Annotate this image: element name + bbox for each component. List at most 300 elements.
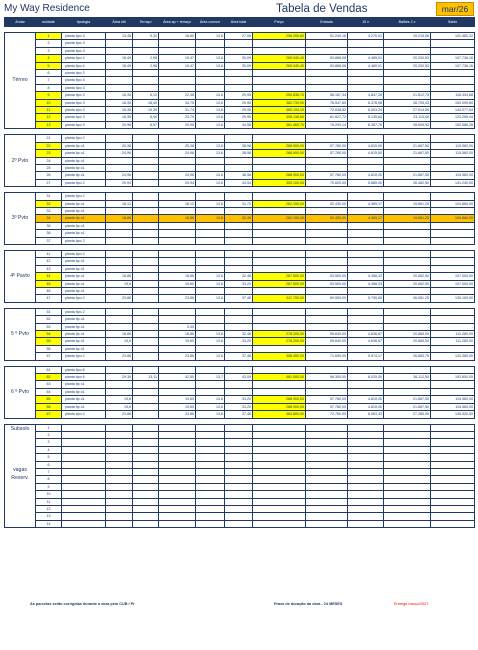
table-cell: [253, 381, 306, 388]
table-cell: [253, 222, 306, 229]
table-cell: [159, 40, 196, 47]
table-row: [5, 353, 475, 360]
table-cell: [384, 491, 431, 498]
table-cell: [253, 439, 306, 446]
table-cell: 57.780,00: [306, 403, 348, 410]
unit-typology: planta tipo 3: [62, 92, 106, 99]
table-cell: [196, 439, 225, 446]
table-cell: [106, 84, 133, 91]
table-cell: 18,12: [159, 200, 196, 207]
table-cell: [306, 366, 348, 373]
table-cell: [133, 411, 159, 418]
table-cell: 4.815,00: [348, 150, 384, 157]
table-cell: [159, 258, 196, 265]
table-cell: [196, 520, 225, 527]
table-cell: 13,6: [196, 411, 225, 418]
table-row: [5, 388, 475, 395]
table-cell: [253, 520, 306, 527]
table-cell: 70.620,00: [306, 179, 348, 186]
table-row: [5, 323, 475, 330]
unit-number: 9: [36, 92, 62, 99]
table-cell: [133, 142, 159, 149]
table-cell: 53.500,00: [306, 280, 348, 287]
table-cell: 19,6: [106, 338, 133, 345]
unit-number: 66: [36, 403, 62, 410]
table-cell: [306, 498, 348, 505]
table-cell: 38,56: [225, 150, 253, 157]
table-row: [5, 308, 475, 315]
table-cell: [431, 308, 475, 315]
table-cell: 6.063,33: [348, 411, 384, 418]
table-cell: [306, 316, 348, 323]
table-cell: 23,86: [106, 295, 133, 302]
table-cell: 26.482,50: [384, 179, 431, 186]
table-cell: [306, 388, 348, 395]
table-cell: 8,44: [133, 114, 159, 121]
unit-typology: planta tip o1: [62, 157, 106, 164]
table-cell: -: [384, 513, 431, 520]
table-cell: [62, 505, 106, 512]
table-cell: [253, 230, 306, 237]
table-cell: 278.200,00: [253, 331, 306, 338]
table-cell: [431, 505, 475, 512]
table-cell: [306, 288, 348, 295]
table-cell: 53.500,00: [306, 273, 348, 280]
table-cell: [159, 513, 196, 520]
table-cell: 20.200,53: [384, 55, 431, 62]
table-cell: 21.667,50: [384, 403, 431, 410]
table-cell: 18,86: [159, 331, 196, 338]
table-cell: [225, 491, 253, 498]
table-cell: 6.378,98: [348, 99, 384, 106]
table-cell: [133, 491, 159, 498]
table-cell: [133, 520, 159, 527]
table-cell: [348, 498, 384, 505]
table-cell: [196, 265, 225, 272]
table-cell: [306, 265, 348, 272]
date-badge: mar/26: [436, 2, 474, 16]
unit-typology: planta tip o1: [62, 331, 106, 338]
table-cell: 52.430,00: [306, 200, 348, 207]
table-cell: [106, 70, 133, 77]
table-cell: [348, 237, 384, 244]
table-cell: [225, 308, 253, 315]
unit-typology: planta tip o1: [62, 200, 106, 207]
unit-typology: planta tip o1: [62, 316, 106, 323]
table-cell: [159, 316, 196, 323]
table-cell: [159, 468, 196, 475]
table-cell: [106, 222, 133, 229]
table-cell: 104.860,00: [431, 215, 475, 222]
unit-number: 41: [36, 250, 62, 257]
unit-number: 37: [36, 237, 62, 244]
table-row: [5, 230, 475, 237]
table-cell: [431, 40, 475, 47]
table-cell: [253, 461, 306, 468]
unit-typology: planta tipo 2: [62, 237, 106, 244]
table-cell: 4.458,33: [348, 273, 384, 280]
table-cell: 13,6: [196, 396, 225, 403]
table-cell: [348, 47, 384, 54]
unit-number: 26: [36, 172, 62, 179]
table-cell: [159, 424, 196, 431]
unit-number: 27: [36, 179, 62, 186]
parking-row: [5, 454, 475, 461]
table-row: [5, 62, 475, 69]
table-cell: [384, 70, 431, 77]
unit-typology: planta tip o1: [62, 323, 106, 330]
table-cell: [225, 381, 253, 388]
table-cell: [306, 381, 348, 388]
parking-row: [5, 476, 475, 483]
table-cell: 353.100,00: [253, 179, 306, 186]
table-cell: [431, 207, 475, 214]
unit-number: 4: [36, 55, 62, 62]
table-cell: [384, 476, 431, 483]
table-cell: [196, 47, 225, 54]
table-cell: 4.369,17: [348, 200, 384, 207]
table-cell: [225, 461, 253, 468]
unit-number: 57: [36, 353, 62, 360]
table-row: [5, 70, 475, 77]
table-cell: [253, 77, 306, 84]
table-cell: [253, 468, 306, 475]
table-cell: 23,86: [159, 411, 196, 418]
table-cell: [306, 454, 348, 461]
parking-number: 3: [36, 439, 62, 446]
table-cell: [384, 520, 431, 527]
column-header: Área total: [225, 18, 253, 27]
table-cell: [348, 77, 384, 84]
table-cell: [431, 491, 475, 498]
table-cell: [196, 157, 225, 164]
table-cell: 111.280,00: [431, 331, 475, 338]
table-cell: [133, 222, 159, 229]
table-row: [5, 250, 475, 257]
table-cell: [196, 345, 225, 352]
table-cell: 13,6: [196, 150, 225, 157]
table-cell: [106, 498, 133, 505]
table-cell: 24,96: [159, 172, 196, 179]
table-row: [5, 331, 475, 338]
vagas-label: vagas Reserv.: [11, 466, 29, 481]
table-cell: [62, 461, 106, 468]
table-cell: [225, 454, 253, 461]
unit-number: 43: [36, 265, 62, 272]
table-cell: [384, 40, 431, 47]
table-cell: [306, 483, 348, 490]
table-cell: [306, 345, 348, 352]
table-cell: 57.780,00: [306, 172, 348, 179]
table-cell: [196, 230, 225, 237]
parking-row: [5, 431, 475, 438]
table-cell: 4.369,17: [348, 215, 384, 222]
unit-number: 34: [36, 215, 62, 222]
table-cell: 24,96: [159, 150, 196, 157]
table-cell: [431, 513, 475, 520]
table-cell: [133, 353, 159, 360]
table-cell: [253, 483, 306, 490]
table-cell: -: [348, 513, 384, 520]
table-cell: 116.334,68: [431, 92, 475, 99]
table-cell: [159, 454, 196, 461]
table-cell: [348, 265, 384, 272]
table-cell: 57.780,00: [306, 142, 348, 149]
table-cell: [384, 230, 431, 237]
unit-typology: planta tip o1: [62, 273, 106, 280]
unit-number: 53: [36, 323, 62, 330]
table-cell: [106, 513, 133, 520]
table-cell: [106, 250, 133, 257]
unit-typology: planta tipo 3: [62, 33, 106, 40]
table-cell: 61.627,72: [306, 114, 348, 121]
footer-prazo: Prazo de duração da obra - 24 MESES: [274, 602, 343, 606]
table-cell: [306, 250, 348, 257]
table-cell: [431, 47, 475, 54]
table-cell: [384, 316, 431, 323]
column-header: Andar: [5, 18, 36, 27]
table-cell: [348, 222, 384, 229]
table-cell: [159, 505, 196, 512]
parking-number: 9: [36, 483, 62, 490]
parking-number: 14: [36, 520, 62, 527]
table-cell: [159, 476, 196, 483]
table-cell: 38,98: [225, 142, 253, 149]
table-cell: [106, 288, 133, 295]
table-cell: [133, 483, 159, 490]
table-cell: [106, 316, 133, 323]
table-row: [5, 172, 475, 179]
table-cell: [431, 431, 475, 438]
table-cell: 107.000,00: [431, 273, 475, 280]
table-cell: [253, 345, 306, 352]
table-cell: [348, 230, 384, 237]
table-cell: [384, 439, 431, 446]
table-cell: 31,72: [225, 200, 253, 207]
parking-row: [5, 468, 475, 475]
table-cell: [253, 424, 306, 431]
table-cell: 115.560,00: [431, 142, 475, 149]
table-cell: 192.600,00: [431, 374, 475, 381]
footer-note: As parcelas serão corrigidas durante a obra pelo CUB / Pr: [30, 602, 135, 606]
table-cell: [348, 520, 384, 527]
table-cell: [106, 230, 133, 237]
table-cell: [159, 47, 196, 54]
table-cell: [348, 476, 384, 483]
table-cell: [348, 193, 384, 200]
table-cell: [348, 250, 384, 257]
column-header: tipologia: [62, 18, 106, 27]
unit-number: 62: [36, 374, 62, 381]
table-cell: 19,6: [106, 396, 133, 403]
table-cell: 4.815,00: [348, 403, 384, 410]
table-cell: [225, 446, 253, 453]
table-cell: 363.800,00: [253, 411, 306, 418]
table-cell: [384, 446, 431, 453]
unit-typology: planta tipo 2: [62, 193, 106, 200]
table-cell: [133, 381, 159, 388]
table-cell: [306, 222, 348, 229]
table-cell: [159, 77, 196, 84]
table-cell: 0,00: [159, 323, 196, 330]
table-cell: [431, 388, 475, 395]
table-cell: 139.100,00: [431, 295, 475, 302]
table-cell: 20.865,00: [384, 338, 431, 345]
parking-label: [5, 424, 36, 528]
table-cell: [225, 513, 253, 520]
table-cell: [306, 446, 348, 453]
table-cell: [62, 431, 106, 438]
table-cell: [106, 164, 133, 171]
table-cell: 13,6: [196, 172, 225, 179]
table-cell: 4.636,67: [348, 331, 384, 338]
table-cell: 38,56: [225, 172, 253, 179]
table-cell: [133, 250, 159, 257]
table-cell: 33,20: [225, 280, 253, 287]
table-cell: 18,40: [133, 99, 159, 106]
table-cell: [159, 491, 196, 498]
table-cell: [196, 454, 225, 461]
table-cell: 107.736,16: [431, 55, 475, 62]
table-cell: 13,6: [196, 121, 225, 128]
table-cell: 16,35: [106, 107, 133, 114]
table-cell: [306, 77, 348, 84]
table-cell: 57.780,00: [306, 150, 348, 157]
table-cell: 308.138,60: [253, 114, 306, 121]
table-cell: [431, 520, 475, 527]
unit-number: 7: [36, 77, 62, 84]
table-cell: 25,38: [159, 142, 196, 149]
table-cell: 19,47: [159, 55, 196, 62]
table-cell: [253, 454, 306, 461]
table-cell: [225, 288, 253, 295]
table-cell: [159, 461, 196, 468]
unit-typology: planta tipo 3: [62, 40, 106, 47]
table-cell: [133, 280, 159, 287]
table-cell: [133, 288, 159, 295]
table-cell: 5.885,00: [348, 179, 384, 186]
table-cell: [225, 498, 253, 505]
table-row: [5, 40, 475, 47]
table-cell: 115.560,00: [431, 150, 475, 157]
unit-number: 44: [36, 273, 62, 280]
table-cell: 13,6: [196, 33, 225, 40]
table-cell: [225, 77, 253, 84]
table-cell: [384, 431, 431, 438]
table-cell: 13,6: [196, 353, 225, 360]
table-cell: [306, 230, 348, 237]
table-cell: [306, 520, 348, 527]
table-cell: 24,96: [106, 150, 133, 157]
table-cell: 72.760,00: [306, 411, 348, 418]
table-cell: [133, 157, 159, 164]
table-cell: [431, 454, 475, 461]
table-cell: 13,7: [196, 374, 225, 381]
table-cell: [306, 439, 348, 446]
table-cell: [384, 207, 431, 214]
table-cell: 32,46: [225, 215, 253, 222]
table-cell: 30,09: [225, 62, 253, 69]
table-cell: [225, 250, 253, 257]
table-cell: [431, 461, 475, 468]
table-cell: [159, 207, 196, 214]
table-cell: 13,6: [196, 338, 225, 345]
table-cell: [225, 207, 253, 214]
table-cell: 69.550,00: [306, 295, 348, 302]
table-cell: [384, 77, 431, 84]
table-cell: 5.135,64: [348, 114, 384, 121]
unit-typology: planta tipo 3: [62, 84, 106, 91]
unit-typology: planta tip o1: [62, 207, 106, 214]
table-cell: [196, 193, 225, 200]
table-cell: [133, 258, 159, 265]
table-cell: [384, 468, 431, 475]
table-cell: [106, 323, 133, 330]
table-cell: [106, 157, 133, 164]
table-cell: [431, 77, 475, 84]
table-cell: [106, 431, 133, 438]
table-cell: 288.900,00: [253, 403, 306, 410]
table-cell: [431, 498, 475, 505]
table-cell: 29,39: [106, 374, 133, 381]
table-cell: 102.480,32: [431, 33, 475, 40]
table-cell: 8.025,00: [348, 374, 384, 381]
floor-label: 6 º Pvto: [5, 366, 36, 418]
table-cell: [253, 505, 306, 512]
table-row: [5, 142, 475, 149]
table-cell: [384, 388, 431, 395]
table-cell: 347.750,00: [253, 295, 306, 302]
table-cell: 19,6: [106, 280, 133, 287]
table-cell: [62, 468, 106, 475]
table-cell: [384, 308, 431, 315]
table-cell: [133, 207, 159, 214]
table-cell: [106, 207, 133, 214]
unit-number: 42: [36, 258, 62, 265]
table-cell: [306, 468, 348, 475]
table-cell: 6.357,76: [348, 121, 384, 128]
table-cell: 13,6: [196, 280, 225, 287]
table-cell: 8,97: [133, 121, 159, 128]
table-cell: [133, 338, 159, 345]
column-header: unidade: [36, 18, 62, 27]
table-cell: [253, 288, 306, 295]
table-cell: [253, 513, 306, 520]
column-header: Área comum: [196, 18, 225, 27]
table-cell: [196, 491, 225, 498]
unit-typology: planta tipo 2: [62, 295, 106, 302]
unit-typology: planta tip o1: [62, 142, 106, 149]
table-row: [5, 107, 475, 114]
table-header-row: [5, 18, 475, 27]
unit-typology: planta tip o1: [62, 345, 106, 352]
parking-number: 8: [36, 476, 62, 483]
table-row: [5, 135, 475, 142]
column-header: Balões 2 x: [384, 18, 431, 27]
table-cell: [106, 237, 133, 244]
table-cell: [133, 215, 159, 222]
parking-number: 11: [36, 498, 62, 505]
table-cell: [196, 258, 225, 265]
table-cell: 19,60: [159, 403, 196, 410]
unit-number: 31: [36, 193, 62, 200]
column-header: Área ap + terraço: [159, 18, 196, 27]
table-body: [5, 27, 475, 528]
table-cell: 28.705,43: [384, 99, 431, 106]
table-cell: [348, 424, 384, 431]
table-cell: 19.661,25: [384, 215, 431, 222]
table-cell: [196, 513, 225, 520]
